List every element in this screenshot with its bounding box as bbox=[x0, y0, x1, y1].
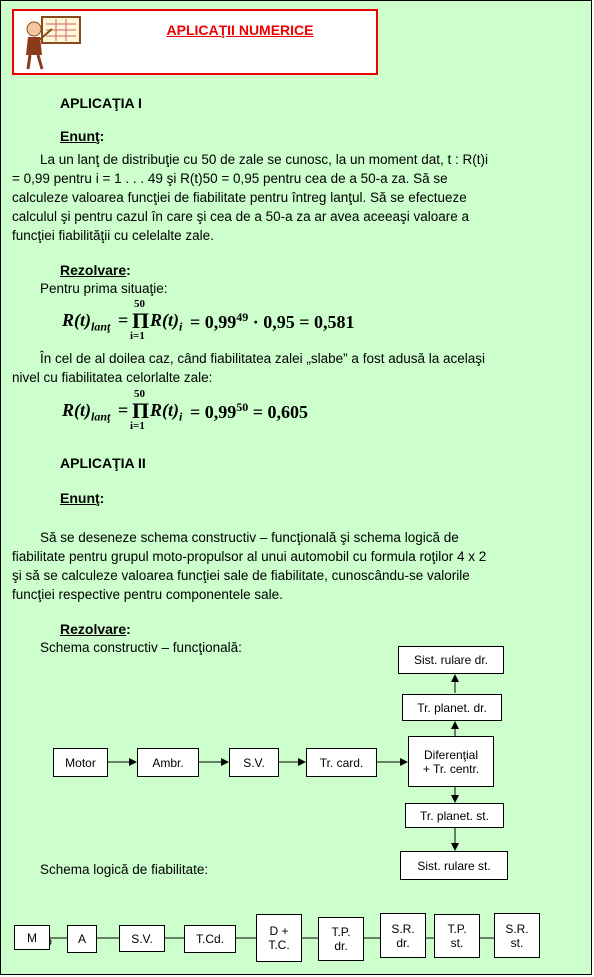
schema-logica-label: Schema logică de fiabilitate: bbox=[40, 862, 209, 877]
box-tr-card: Tr. card. bbox=[306, 748, 377, 777]
f1-prod-bottom: i=1 bbox=[130, 330, 145, 342]
box-sist-rulare-dr: Sist. rulare dr. bbox=[398, 646, 504, 674]
box-sist-rulare-st: Sist. rulare st. bbox=[400, 851, 508, 880]
app1-rezolvare-label: Rezolvare bbox=[60, 262, 127, 278]
box-sv: S.V. bbox=[229, 748, 279, 777]
app2-rezolvare-label: Rezolvare bbox=[60, 621, 127, 637]
f1-prod-top: 50 bbox=[134, 298, 145, 310]
app1-enunt-line: La un lanţ de distribuţie cu 50 de zale se cunosc, la un moment dat, t : R(t)i bbox=[40, 152, 488, 167]
app2-enunt-line: fiabilitate pentru grupul moto-propulsor al unui automobil cu formula roţilor 4 x 2 bbox=[12, 549, 487, 564]
f1-lhs: R(t) bbox=[62, 310, 91, 330]
f2-prod-top: 50 bbox=[134, 388, 145, 400]
f2-lhs: R(t) bbox=[62, 400, 91, 420]
f1-term-sub: i bbox=[179, 319, 183, 334]
f2-rest: = 0,605 bbox=[252, 402, 309, 422]
app1-enunt-line: calculeze valoarea funcţiei de fiabilitate pentru întreg lanţul. Să se efectueze bbox=[12, 190, 467, 205]
app1-enunt-label: Enunţ bbox=[60, 128, 100, 144]
f1-lhs-sub: lanţ bbox=[91, 319, 111, 334]
f2-prod-bottom: i=1 bbox=[130, 420, 145, 432]
app1-heading: APLICAŢIA I bbox=[60, 95, 142, 111]
app1-second-line: În cel de al doilea caz, când fiabilitatea zalei „slabe” a fost adusă la acelaşi bbox=[40, 351, 486, 366]
f2-term-sub: i bbox=[179, 409, 183, 424]
logic-box-sr-dr: S.R. dr. bbox=[380, 913, 426, 958]
logic-box-tp-dr: T.P. dr. bbox=[318, 917, 364, 961]
app1-enunt-line: funcţiei fiabilităţii cu celelalte zale. bbox=[12, 228, 214, 243]
f2-exp: 50 bbox=[236, 400, 249, 414]
box-diferential: Diferenţial + Tr. centr. bbox=[408, 736, 494, 787]
f2-eq: = bbox=[118, 400, 129, 420]
app1-enunt-line: = 0,99 pentru i = 1 . . . 49 şi R(t)50 = 0,95 pentru cea de a 50-a za. Să se bbox=[12, 171, 448, 186]
f1-term: R(t) bbox=[150, 310, 179, 330]
app1-enunt-colon: : bbox=[99, 128, 105, 144]
f2-prod: Π bbox=[132, 398, 150, 423]
app2-enunt-label: Enunţ bbox=[60, 490, 100, 506]
schema-cf-label: Schema constructiv – funcţională: bbox=[40, 640, 242, 655]
logic-box-tp-st: T.P. st. bbox=[434, 914, 480, 958]
logic-box-tcd: T.Cd. bbox=[184, 925, 236, 953]
box-motor: Motor bbox=[53, 748, 108, 777]
f1-rest: · 0,95 = 0,581 bbox=[252, 312, 355, 332]
box-tr-planet-st: Tr. planet. st. bbox=[405, 803, 504, 828]
f2-term: R(t) bbox=[150, 400, 179, 420]
f2-lhs-sub: lanţ bbox=[91, 409, 111, 424]
logic-box-sr-st: S.R. st. bbox=[494, 913, 540, 958]
f2-rhs: = 0,99 bbox=[190, 402, 237, 422]
page-title: APLICAŢII NUMERICE bbox=[166, 22, 314, 38]
app1-first-case: Pentru prima situaţie: bbox=[40, 281, 168, 296]
logic-box-a: A bbox=[67, 925, 97, 953]
app1-enunt-line: calculul şi pentru cazul în care şi cea de a 50-a za ar avea aceeaşi valoare a bbox=[12, 209, 470, 224]
app2-enunt-line: funcţiei respective pentru componentele sale. bbox=[12, 587, 283, 602]
f1-rhs: = 0,99 bbox=[190, 312, 237, 332]
f1-eq: = bbox=[118, 310, 129, 330]
f1-exp: 49 bbox=[236, 310, 249, 324]
f1-prod: Π bbox=[132, 308, 150, 333]
app2-enunt-colon: : bbox=[99, 490, 105, 506]
app2-enunt-line: şi să se calculeze valoarea funcţiei sale de fiabilitate, cunoscându-se valorile bbox=[12, 568, 470, 583]
app1-rezolvare-colon: : bbox=[126, 262, 131, 278]
app2-enunt-line: Să se deseneze schema constructiv – funcţională şi schema logică de bbox=[40, 530, 459, 545]
logic-box-sv: S.V. bbox=[119, 925, 165, 952]
box-ambreiaj: Ambr. bbox=[137, 748, 199, 777]
logic-box-dtc: D + T.C. bbox=[256, 914, 302, 962]
box-tr-planet-dr: Tr. planet. dr. bbox=[402, 694, 502, 721]
app2-heading: APLICAŢIA II bbox=[60, 455, 146, 471]
app1-second-line: nivel cu fiabilitatea celorlalte zale: bbox=[12, 370, 213, 385]
logic-box-m: M bbox=[14, 925, 50, 950]
app2-rezolvare-colon: : bbox=[126, 621, 131, 637]
